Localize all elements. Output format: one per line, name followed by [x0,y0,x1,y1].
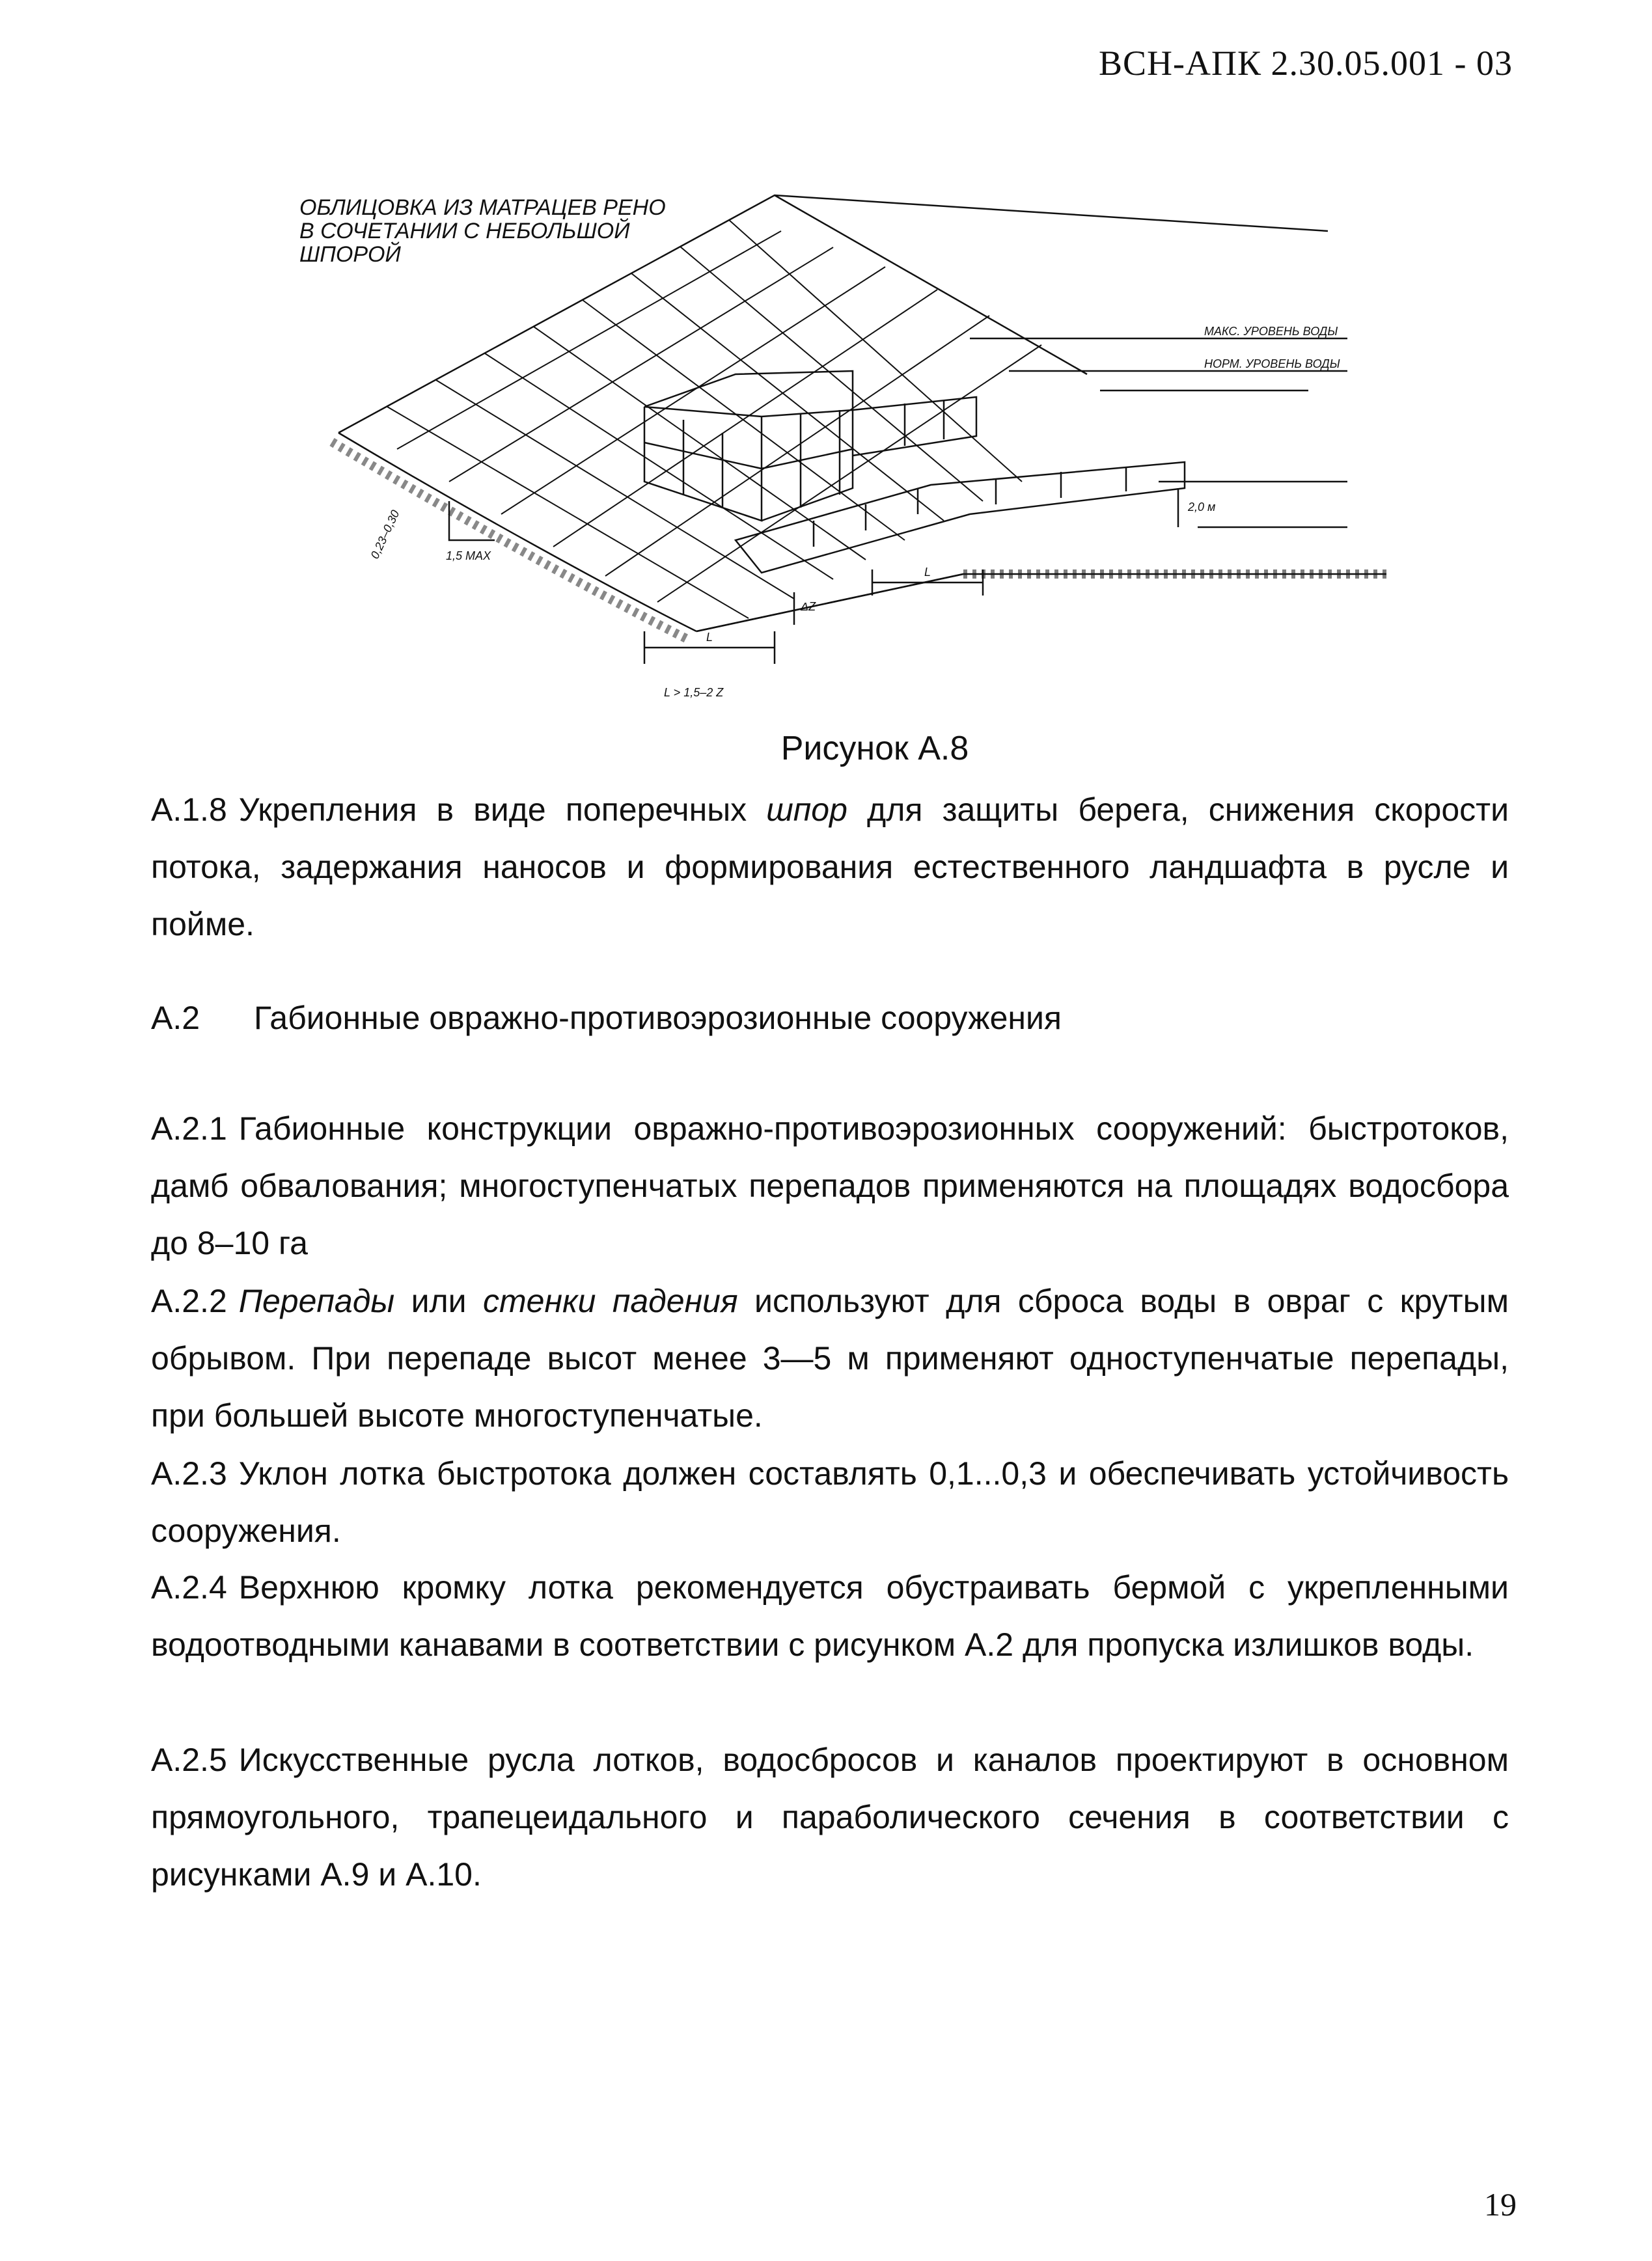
emphasis: стенки падения [483,1283,738,1319]
section-title: Габионные овражно-противоэрозионные сооружения [254,1000,1062,1036]
dz-label: ΔZ [801,600,816,613]
emphasis: Перепады [238,1283,395,1319]
length-l-label: L [706,631,713,644]
figure-a8 [280,176,1386,716]
length-l2-label: L [924,566,931,579]
paragraph-a25: А.2.5 Искусственные русла лотков, водосбросов и каналов проектируют в основном прямоугольного, трапецеидального и параболического сечения в соответствии с рисунками А.9 и А.10. [151,1742,1509,1893]
gabion-spur [644,371,1185,573]
page-number: 19 [1484,2186,1517,2223]
max-water-label: МАКС. УРОВЕНЬ ВОДЫ [1204,325,1338,338]
slope-ratio-label: 1,5 MAX [446,549,491,562]
paragraph-number: А.2.1 [151,1110,227,1147]
lining-label-3: ШПОРОЙ [299,242,401,267]
paragraph-number: А.2.2 [151,1283,227,1319]
paragraph-number: А.2.5 [151,1742,227,1778]
revetment-drawing [280,176,1386,716]
paragraph-a18: А.1.8 Укрепления в виде поперечных шпор для защиты берега, снижения скорости потока, задержания наносов и формирования естественного ландшафта в русле и пойме. [151,791,1509,942]
lining-label-1: ОБЛИЦОВКА ИЗ МАТРАЦЕВ РЕНО [299,195,666,220]
length-rule-label: L > 1,5–2 Z [664,686,724,699]
slope-thickness-label: 0,23–0,30 [368,508,402,561]
paragraph-number: А.2.3 [151,1455,227,1492]
document-code: ВСН-АПК 2.30.05.001 - 03 [1098,44,1513,83]
figure-caption: Рисунок А.8 [780,730,969,767]
paragraph-a24: А.2.4 Верхнюю кромку лотка рекомендуется обустраивать бермой с укрепленными водоотводными канавами в соответствии с рисунком А.2 для пропуска излишков воды. [151,1569,1509,1663]
section-heading-a2 [151,999,1062,1037]
lining-label-2: В СОЧЕТАНИИ С НЕБОЛЬШОЙ [299,219,630,243]
section-number: А.2 [151,1000,200,1036]
paragraph-a22: А.2.2 Перепады или стенки падения используют для сброса воды в овраг с крутым обрывом. При перепаде высот менее 3—5 м применяют одноступенчатые перепады, при большей высоте многоступенчатые. [151,1283,1509,1434]
emphasis: шпор [766,791,847,828]
depth-label: 2,0 м [1188,500,1216,514]
norm-water-label: НОРМ. УРОВЕНЬ ВОДЫ [1204,357,1340,370]
paragraph-a21: А.2.1 Габионные конструкции овражно-противоэрозионных сооружений: быстротоков, дамб обвалования; многоступенчатых перепадов применяются на площадях водосбора до 8–10 га [151,1110,1509,1261]
paragraph-number: А.2.4 [151,1569,227,1606]
paragraph-a23: А.2.3 Уклон лотка быстротока должен составлять 0,1...0,3 и обеспечивать устойчивость сооружения. [151,1455,1509,1549]
paragraph-number: А.1.8 [151,791,227,828]
